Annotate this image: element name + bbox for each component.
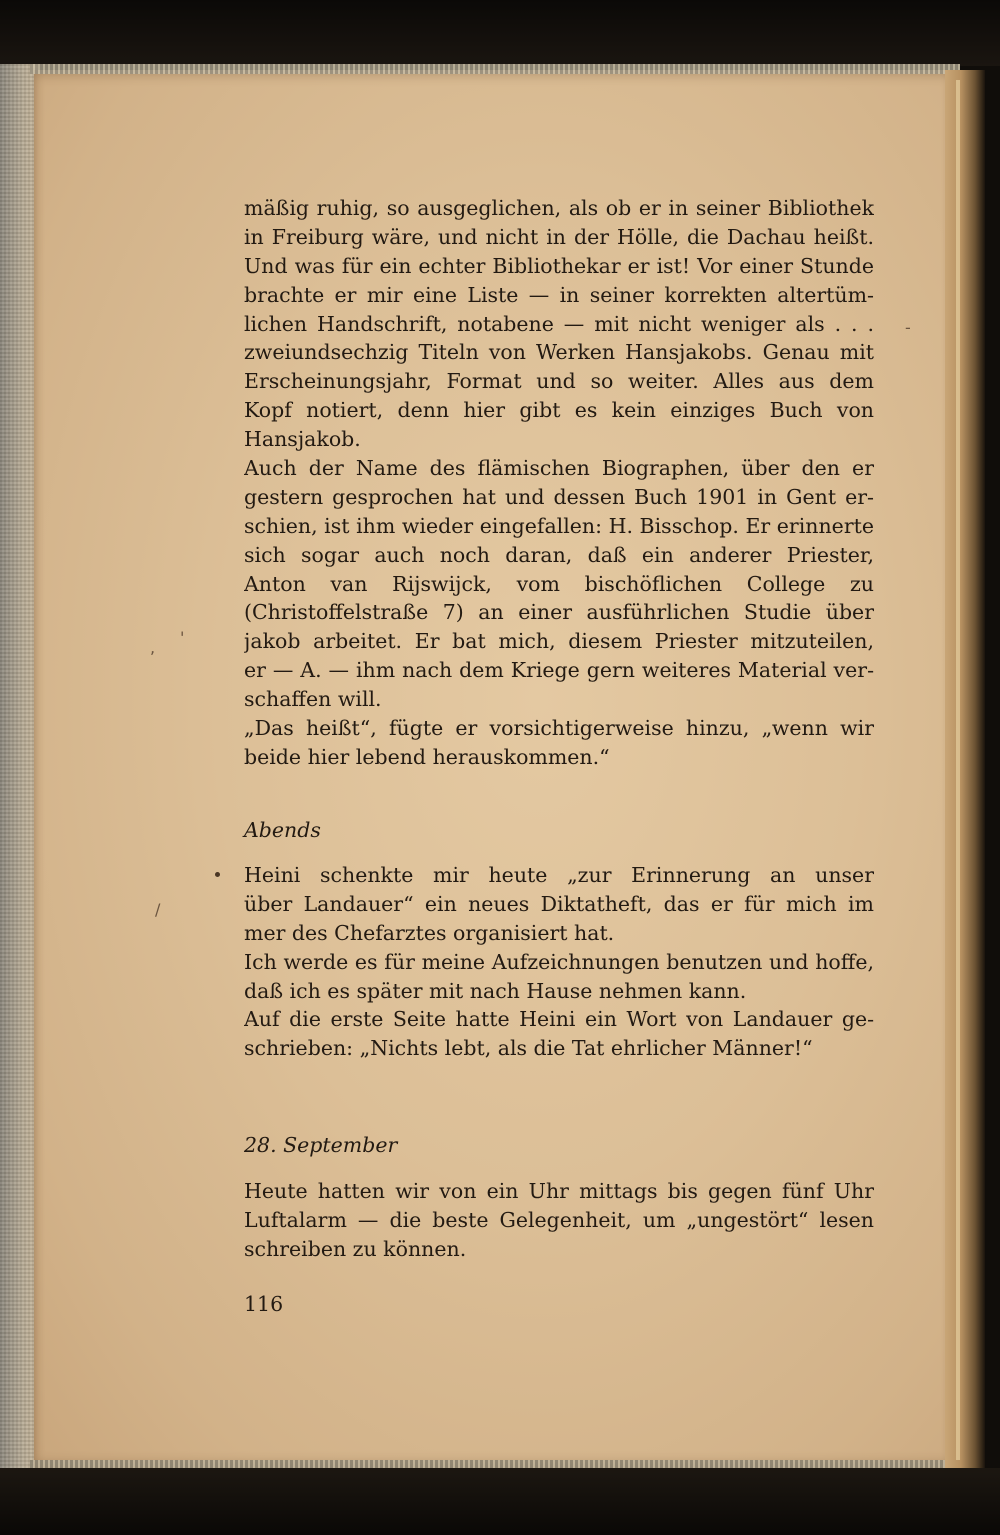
text-line: jakob arbeitet. Er bat mich, diesem Priester mitzuteilen, (244, 629, 874, 654)
bottom-dark-border (0, 1468, 1000, 1535)
text-line: gestern gesprochen hat und dessen Buch 1901 in Gent er- (244, 484, 874, 509)
section-heading-date: 28. September (244, 1133, 398, 1157)
stray-mark: / (155, 900, 161, 919)
text-line: über Landauer“ ein neues Diktatheft, das er für mich im (244, 891, 874, 916)
text-line: schaffen will. (244, 687, 382, 712)
text-line: lichen Handschrift, notabene — mit nicht weniger als . . . (244, 311, 874, 336)
text-line: Und was für ein echter Bibliothekar er ist! Vor einer Stunde (244, 253, 874, 278)
top-dark-border (0, 0, 1000, 66)
text-line: Luftalarm — die beste Gelegenheit, um „ungestört“ lesen (244, 1207, 874, 1232)
page-edge-top (30, 64, 960, 74)
page-right-stripe (956, 80, 960, 1460)
text-line: beide hier lebend herauskommen.“ (244, 744, 610, 769)
text-line: Hansjakob. (244, 427, 361, 452)
text-line: sich sogar auch noch daran, daß ein anderer Priester, (244, 542, 874, 567)
stray-mark: - (905, 318, 911, 337)
stray-mark: , (150, 638, 156, 657)
text-line: er — A. — ihm nach dem Kriege gern weiteres Material ver- (244, 658, 874, 683)
section-1-text (244, 194, 874, 772)
section-heading-abends: Abends (244, 818, 321, 842)
text-line: (Christoffelstraße 7) an einer ausführlichen Studie über (244, 600, 874, 625)
page-right-edge (945, 70, 985, 1470)
text-line: mäßig ruhig, so ausgeglichen, als ob er in seiner Bibliothek (244, 196, 874, 220)
section-3-text (244, 1177, 874, 1264)
text-line: Auch der Name des flämischen Biographen, über den er (244, 456, 874, 481)
text-line: mer des Chefarztes organisiert hat. (244, 920, 615, 945)
text-line: Auf die erste Seite hatte Heini ein Wort von Landauer ge- (244, 1007, 874, 1032)
text-line: schrieben: „Nichts lebt, als die Tat ehrlicher Männer!“ (244, 1036, 813, 1061)
text-line: Heini schenkte mir heute „zur Erinnerung an unser (244, 863, 874, 887)
text-line: Ich werde es für meine Aufzeichnungen benutzen und hoffe, (244, 949, 874, 974)
text-line: Erscheinungsjahr, Format und so weiter. Alles aus dem (244, 369, 874, 394)
text-line: zweiundsechzig Titeln von Werken Hansjakobs. Genau mit (244, 340, 874, 365)
stray-mark (215, 872, 220, 877)
section-2-text (244, 861, 874, 1063)
text-line: schien, ist ihm wieder eingefallen: H. Bisschop. Er erinnerte (244, 513, 874, 538)
text-line: „Das heißt“, fügte er vorsichtigerweise hinzu, „wenn wir (244, 716, 874, 741)
text-line: brachte er mir eine Liste — in seiner korrekten altertüm- (244, 282, 874, 307)
text-line: in Freiburg wäre, und nicht in der Hölle, die Dachau heißt. (244, 224, 874, 249)
text-line: Kopf notiert, denn hier gibt es kein einziges Buch von (244, 398, 874, 423)
stray-mark: ' (180, 628, 185, 647)
text-line: Heute hatten wir von ein Uhr mittags bis gegen fünf Uhr (244, 1179, 874, 1203)
text-line: Anton van Rijswijck, vom bischöflichen College zu (244, 571, 874, 596)
book-spine-cloth (0, 64, 38, 1474)
text-line: schreiben zu können. (244, 1236, 467, 1261)
page-number: 116 (244, 1292, 284, 1316)
text-line: daß ich es später mit nach Hause nehmen kann. (244, 978, 747, 1003)
